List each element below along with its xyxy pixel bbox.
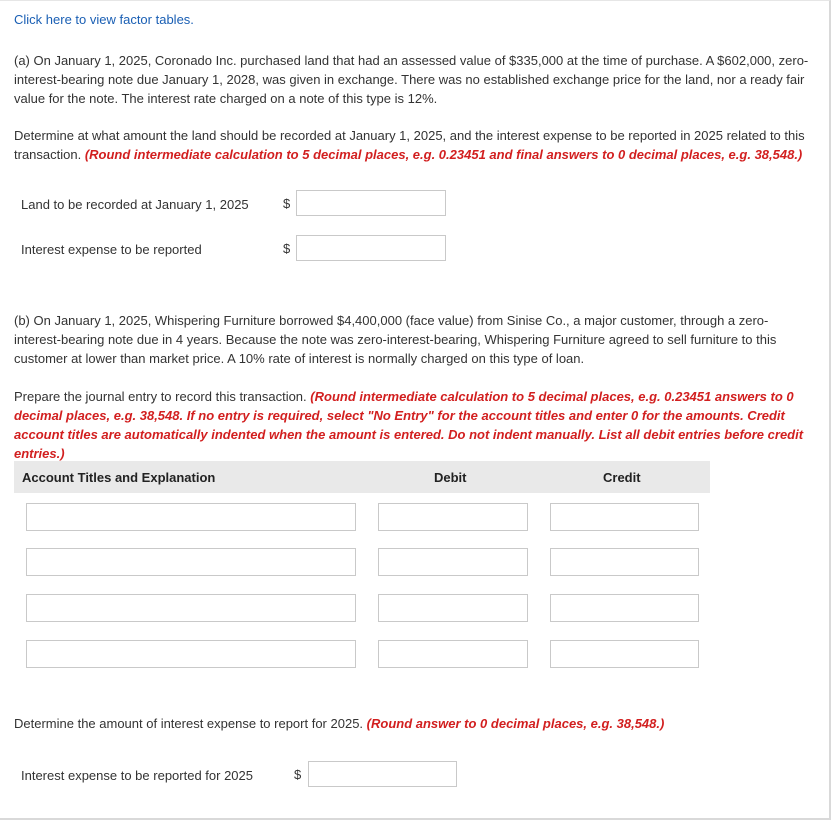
debit-input[interactable] xyxy=(378,594,528,622)
interest-2025-currency: $ xyxy=(294,767,302,782)
part-a-instruction: (Round intermediate calculation to 5 decimal places, e.g. 0.23451 and final answers to 0 decimal places, e.g. 38,548.) xyxy=(84,147,803,162)
factor-tables-link[interactable]: Click here to view factor tables. xyxy=(14,12,194,27)
part-a-intro: (a) On January 1, 2025, Coronado Inc. purchased land that had an assessed value of $335,000 at the time of purchase. A $602,000, zero-interest-bearing note due January 1, 2028, was given in exchange. There was no established exchange price for the land, nor a ready fair value for the note. The interest rate charged on a note of this type is 12%. xyxy=(14,53,809,106)
land-input[interactable] xyxy=(296,190,446,216)
account-input[interactable] xyxy=(26,503,356,531)
land-currency: $ xyxy=(283,196,291,211)
debit-header: Debit xyxy=(434,470,467,485)
account-input[interactable] xyxy=(26,640,356,668)
credit-input[interactable] xyxy=(550,503,699,531)
credit-input[interactable] xyxy=(550,640,699,668)
debit-input[interactable] xyxy=(378,640,528,668)
account-header: Account Titles and Explanation xyxy=(22,470,216,485)
part-b-instruction: (Round intermediate calculation to 5 decimal places, e.g. 0.23451 answers to 0 decimal places, e.g. 38,548. If no entry is required, select "No Entry" for the account titles and enter 0 for the amounts. Credit account titles are automatically indented when the amount is entered. Do not indent manually. List all debit entries before credit entries.) xyxy=(14,389,804,461)
part-a-question xyxy=(14,126,814,164)
credit-header: Credit xyxy=(603,470,641,485)
part-b-question xyxy=(14,387,814,463)
part-b-interest-question xyxy=(14,714,814,733)
part-b-interest-question-text: Determine the amount of interest expense to report for 2025. xyxy=(14,716,364,731)
interest-input[interactable] xyxy=(296,235,446,261)
credit-input[interactable] xyxy=(550,594,699,622)
part-b-question-text: Prepare the journal entry to record this transaction. xyxy=(14,389,307,404)
part-a-question-text: Determine at what amount the land should be recorded at January 1, 2025, and the interest expense to be reported in 2025 related to this transaction. xyxy=(14,128,805,162)
interest-2025-label: Interest expense to be reported for 2025 xyxy=(21,768,253,783)
interest-2025-input[interactable] xyxy=(308,761,457,787)
debit-input[interactable] xyxy=(378,548,528,576)
interest-label: Interest expense to be reported xyxy=(21,242,202,257)
interest-currency: $ xyxy=(283,241,291,256)
credit-input[interactable] xyxy=(550,548,699,576)
part-b-interest-instruction: (Round answer to 0 decimal places, e.g. 38,548.) xyxy=(366,716,665,731)
journal-table-header xyxy=(14,461,710,493)
land-label: Land to be recorded at January 1, 2025 xyxy=(21,197,249,212)
account-input[interactable] xyxy=(26,594,356,622)
account-input[interactable] xyxy=(26,548,356,576)
part-b-intro: (b) On January 1, 2025, Whispering Furniture borrowed $4,400,000 (face value) from Sinise Co., a major customer, through a zero-interest-bearing note due in 4 years. Because the note was zero-interest-bearing, Whispering Furniture agreed to sell furniture to this customer at lower than market price. A 10% rate of interest is normally charged on this type of loan. xyxy=(14,313,777,366)
debit-input[interactable] xyxy=(378,503,528,531)
